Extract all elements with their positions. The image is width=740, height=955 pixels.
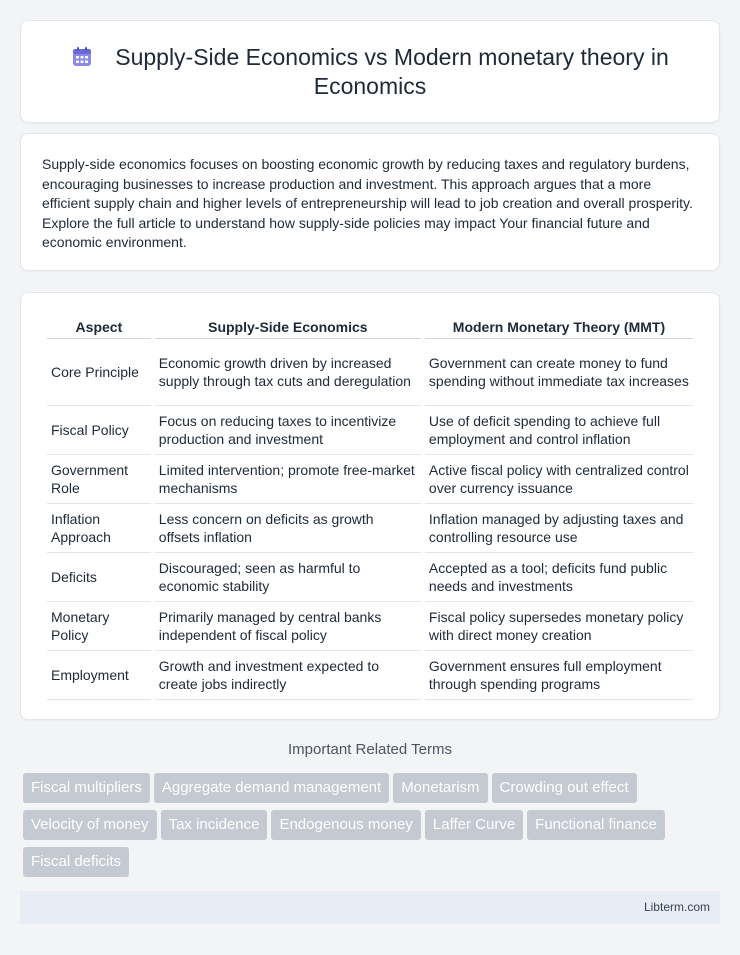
table-row: [47, 455, 693, 504]
row-aspect: Employment: [47, 651, 151, 700]
related-term-tag[interactable]: Fiscal deficits: [23, 847, 129, 877]
title-card: [20, 20, 720, 123]
row-mmt: Inflation managed by adjusting taxes and controlling resource use: [425, 504, 693, 553]
row-mmt: Government can create money to fund spending without immediate tax increases: [425, 339, 693, 406]
related-term-tag[interactable]: Functional finance: [527, 810, 665, 840]
intro-text: Supply-side economics focuses on boosting economic growth by reducing taxes and regulatory burdens, encouraging businesses to increase production and investment. This approach argues that a more efficient supply chain and higher levels of entrepreneurship will lead to job creation and overall prosperity. Explore the full article to understand how supply-side policies may impact Your financial future and economic environment.: [42, 156, 693, 251]
table-row: [47, 602, 693, 651]
row-mmt: Use of deficit spending to achieve full employment and control inflation: [425, 406, 693, 455]
related-term-tag[interactable]: Monetarism: [393, 773, 487, 803]
page-title-wrap: [21, 43, 719, 101]
row-mmt: Fiscal policy supersedes monetary policy with direct money creation: [425, 602, 693, 651]
row-aspect: Inflation Approach: [47, 504, 151, 553]
footer: [20, 891, 720, 924]
row-mmt: Accepted as a tool; deficits fund public needs and investments: [425, 553, 693, 602]
related-term-tag[interactable]: Endogenous money: [271, 810, 420, 840]
related-term-tag[interactable]: Laffer Curve: [425, 810, 523, 840]
row-aspect: Monetary Policy: [47, 602, 151, 651]
row-supply-side: Growth and investment expected to create jobs indirectly: [155, 651, 421, 700]
row-aspect: Deficits: [47, 553, 151, 602]
table-header-row: [47, 315, 693, 339]
related-term-tag[interactable]: Velocity of money: [23, 810, 157, 840]
table-row: [47, 651, 693, 700]
header-aspect: Aspect: [47, 315, 151, 339]
page-title: Supply-Side Economics vs Modern monetary theory in Economics: [115, 44, 669, 99]
row-aspect: Core Principle: [47, 339, 151, 406]
row-supply-side: Economic growth driven by increased supply through tax cuts and deregulation: [155, 339, 421, 406]
row-supply-side: Limited intervention; promote free-market mechanisms: [155, 455, 421, 504]
related-term-tag[interactable]: Crowding out effect: [492, 773, 637, 803]
table-row: [47, 553, 693, 602]
related-terms-heading: Important Related Terms: [288, 741, 452, 758]
row-aspect: Fiscal Policy: [47, 406, 151, 455]
table-row: [47, 339, 693, 406]
row-supply-side: Primarily managed by central banks independent of fiscal policy: [155, 602, 421, 651]
intro-card: [20, 133, 720, 271]
row-supply-side: Less concern on deficits as growth offsets inflation: [155, 504, 421, 553]
comparison-card: [20, 292, 720, 720]
table-row: [47, 406, 693, 455]
related-term-tag[interactable]: Aggregate demand management: [154, 773, 389, 803]
related-terms-list: [23, 773, 723, 884]
comparison-table: [43, 315, 697, 700]
related-term-tag[interactable]: Fiscal multipliers: [23, 773, 150, 803]
row-supply-side: Discouraged; seen as harmful to economic stability: [155, 553, 421, 602]
header-mmt: Modern Monetary Theory (MMT): [425, 315, 693, 339]
row-mmt: Active fiscal policy with centralized control over currency issuance: [425, 455, 693, 504]
table-row: [47, 504, 693, 553]
row-supply-side: Focus on reducing taxes to incentivize production and investment: [155, 406, 421, 455]
row-aspect: Government Role: [47, 455, 151, 504]
calendar-icon: [71, 46, 93, 68]
footer-site-link[interactable]: Libterm.com: [643, 900, 710, 914]
row-mmt: Government ensures full employment through spending programs: [425, 651, 693, 700]
header-supply-side: Supply-Side Economics: [155, 315, 421, 339]
related-term-tag[interactable]: Tax incidence: [161, 810, 268, 840]
